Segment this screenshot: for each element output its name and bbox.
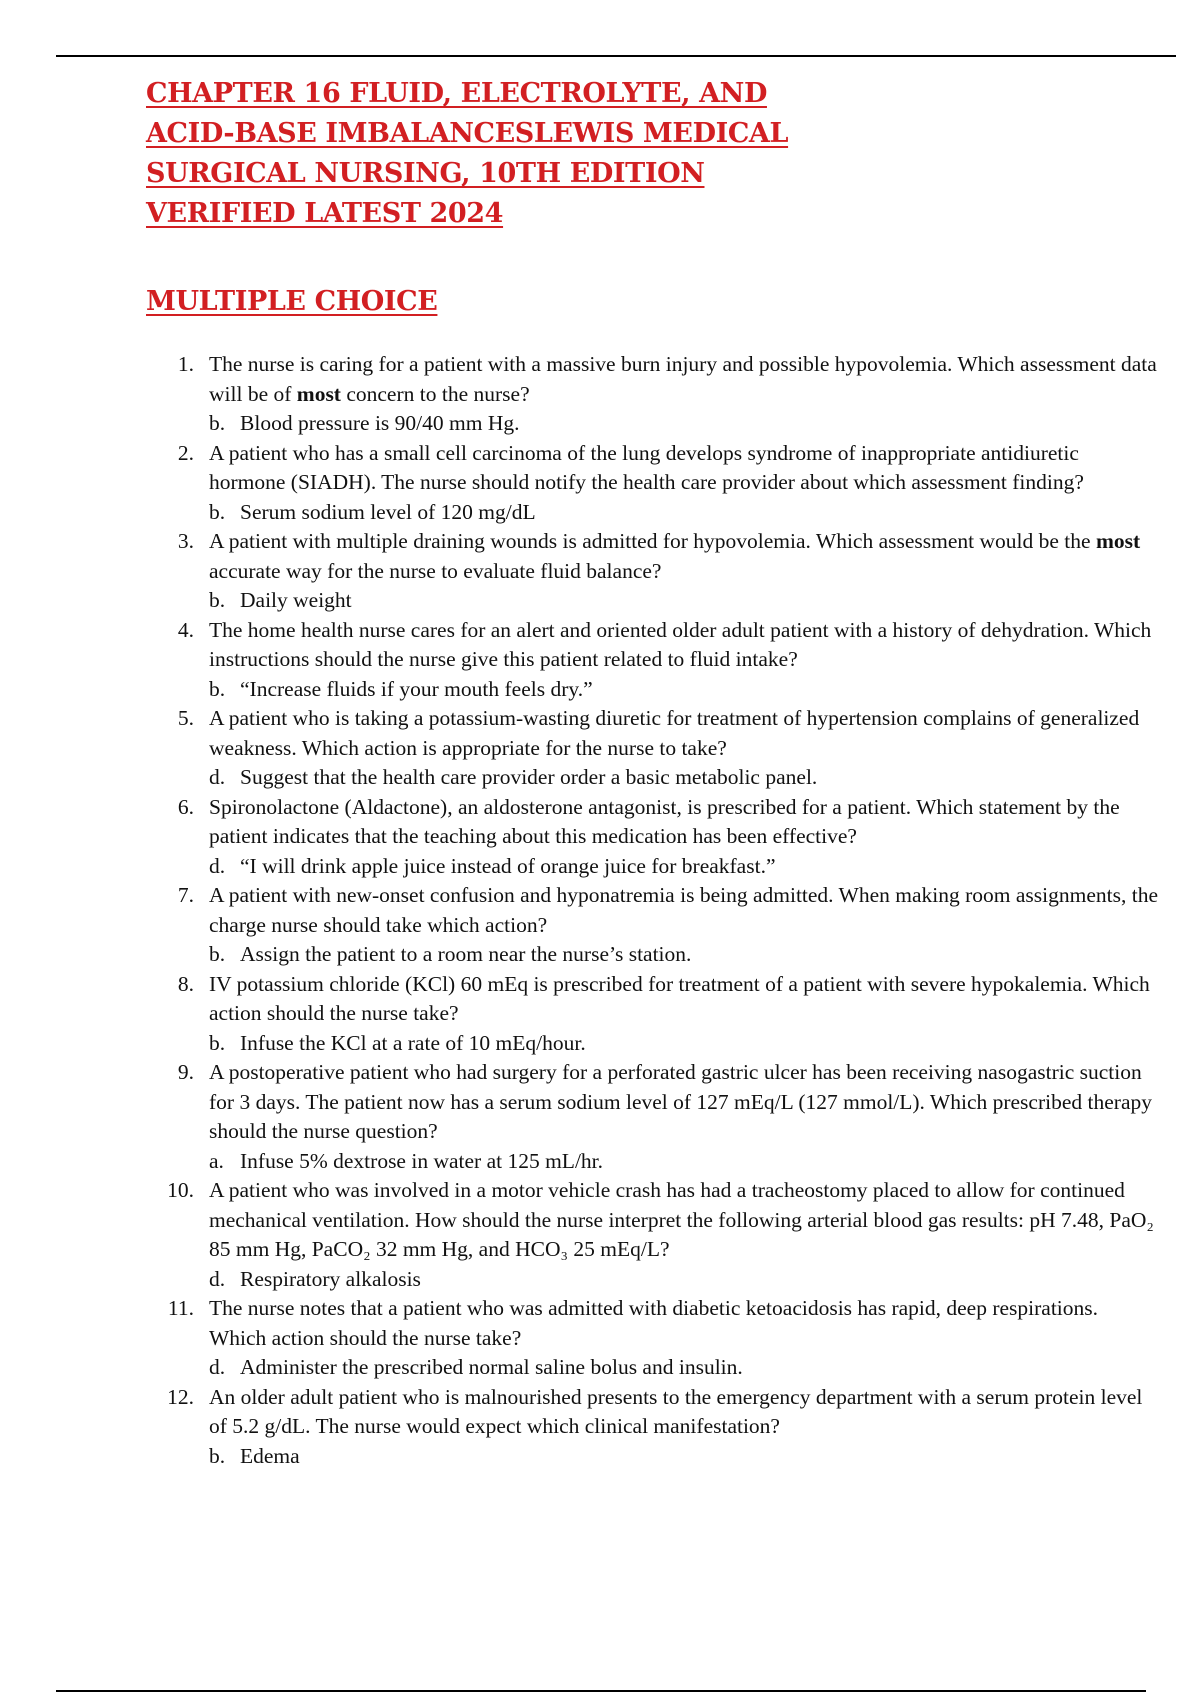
question-number: 11.	[167, 1296, 194, 1320]
question-number: 4.	[177, 617, 194, 642]
answer-text: “Increase fluids if your mouth feels dry.”	[240, 676, 593, 701]
answer	[209, 675, 1160, 705]
question-text: An older adult patient who is malnourished presents to the emergency department with a serum protein level of 5.2 g/dL. The nurse would expect which clinical manifestation?	[209, 1384, 1143, 1438]
answer-letter: b.	[209, 411, 226, 435]
answer	[209, 1442, 1160, 1472]
document-title	[146, 74, 788, 234]
question-list	[160, 350, 1160, 1471]
question-item	[160, 970, 1160, 1059]
question-text: A postoperative patient who had surgery for a perforated gastric ulcer has been receiving nasogastric suction for 3 days. The patient now has a serum sodium level of 127 mEq/L (127 mmol/L). Which prescribed therapy should the nurse question?	[209, 1060, 1152, 1143]
answer-letter: b.	[209, 588, 226, 612]
answer	[209, 1265, 1160, 1295]
question-item	[160, 1294, 1160, 1383]
answer	[209, 409, 1160, 439]
answer-letter: d.	[209, 765, 226, 789]
section-heading: MULTIPLE CHOICE	[146, 286, 438, 317]
answer-text: Infuse the KCl at a rate of 10 mEq/hour.	[240, 1030, 586, 1055]
question-number: 7.	[177, 883, 194, 907]
answer-letter: a.	[209, 1148, 224, 1173]
answer	[209, 1353, 1160, 1383]
top-rule	[56, 55, 1176, 57]
answer-letter: d.	[209, 1355, 226, 1379]
question-text: A patient who has a small cell carcinoma of the lung develops syndrome of inappropriate antidiuretic hormone (SIADH). The nurse should notify the health care provider about which assessment finding?	[209, 440, 1084, 494]
answer-letter: b.	[209, 499, 226, 524]
answer	[209, 586, 1160, 616]
question-number: 9.	[177, 1060, 194, 1084]
answer-letter: b.	[209, 676, 226, 701]
question-text: IV potassium chloride (KCl) 60 mEq is prescribed for treatment of a patient with severe hypokalemia. Which action should the nurse take?	[209, 971, 1150, 1025]
question-item	[160, 1383, 1160, 1472]
answer-text: Serum sodium level of 120 mg/dL	[240, 499, 536, 524]
question-item	[160, 616, 1160, 705]
question-item	[160, 793, 1160, 882]
question-text: A patient with multiple draining wounds is admitted for hypovolemia. Which assessment would be the most accurate way for the nurse to evaluate fluid balance?	[209, 529, 1141, 583]
question-number: 8.	[177, 971, 194, 996]
question-text: The nurse notes that a patient who was admitted with diabetic ketoacidosis has rapid, deep respirations. Which action should the nurse take?	[209, 1296, 1099, 1350]
title-line: CHAPTER 16 FLUID, ELECTROLYTE, AND	[146, 78, 767, 109]
answer-text: Daily weight	[240, 588, 352, 612]
question-number: 1.	[177, 352, 194, 376]
answer-letter: b.	[209, 1030, 226, 1055]
question-item	[160, 1176, 1160, 1294]
question-item	[160, 881, 1160, 970]
bottom-rule	[56, 1690, 1146, 1692]
question-item	[160, 350, 1160, 439]
answer	[209, 763, 1160, 793]
question-text: A patient who was involved in a motor vehicle crash has had a tracheostomy placed to allow for continued mechanical ventilation. How should the nurse interpret the following arterial blood gas results: pH 7.48, PaO₂ 85 mm Hg, PaCO₂ 32 mm Hg, and HCO₃ 25 mEq/L?	[209, 1178, 1154, 1261]
answer	[209, 1029, 1160, 1059]
question-text: The nurse is caring for a patient with a massive burn injury and possible hypovolemia. Which assessment data will be of most concern to the nurse?	[209, 352, 1157, 406]
answer-text: Infuse 5% dextrose in water at 125 mL/hr.	[240, 1148, 604, 1173]
question-item	[160, 527, 1160, 616]
answer-text: “I will drink apple juice instead of orange juice for breakfast.”	[240, 853, 776, 878]
answer-letter: b.	[209, 942, 226, 966]
question-text: A patient with new-onset confusion and hyponatremia is being admitted. When making room assignments, the charge nurse should take which action?	[209, 883, 1159, 937]
question-number: 3.	[177, 529, 194, 553]
title-line: SURGICAL NURSING, 10TH EDITION	[146, 158, 705, 189]
answer-letter: d.	[209, 1266, 226, 1291]
question-item	[160, 704, 1160, 793]
question-number: 12.	[167, 1384, 194, 1409]
answer-text: Edema	[240, 1443, 300, 1468]
answer	[209, 852, 1160, 882]
answer-text: Suggest that the health care provider order a basic metabolic panel.	[240, 765, 818, 789]
answer-text: Blood pressure is 90/40 mm Hg.	[240, 411, 520, 435]
question-item	[160, 1058, 1160, 1176]
answer-letter: d.	[209, 853, 226, 878]
question-text: A patient who is taking a potassium-wasting diuretic for treatment of hypertension complains of generalized weakness. Which action is appropriate for the nurse to take?	[209, 706, 1140, 760]
question-item	[160, 439, 1160, 528]
question-number: 10.	[167, 1178, 194, 1202]
question-number: 5.	[177, 706, 194, 730]
question-text: The home health nurse cares for an alert and oriented older adult patient with a history of dehydration. Which instructions should the nurse give this patient related to fluid intake?	[209, 617, 1152, 671]
answer-letter: b.	[209, 1443, 226, 1468]
answer-text: Respiratory alkalosis	[240, 1266, 421, 1291]
answer	[209, 498, 1160, 528]
question-number: 2.	[177, 440, 194, 465]
title-line: ACID-BASE IMBALANCESLEWIS MEDICAL	[146, 118, 789, 149]
question-text: Spironolactone (Aldactone), an aldosterone antagonist, is prescribed for a patient. Which statement by the patient indicates that the teaching about this medication has been effective?	[209, 794, 1120, 848]
question-number: 6.	[177, 794, 194, 819]
answer-text: Administer the prescribed normal saline bolus and insulin.	[240, 1355, 743, 1379]
answer	[209, 1147, 1160, 1177]
title-line: VERIFIED LATEST 2024	[146, 198, 504, 229]
answer	[209, 940, 1160, 970]
answer-text: Assign the patient to a room near the nurse’s station.	[240, 942, 692, 966]
